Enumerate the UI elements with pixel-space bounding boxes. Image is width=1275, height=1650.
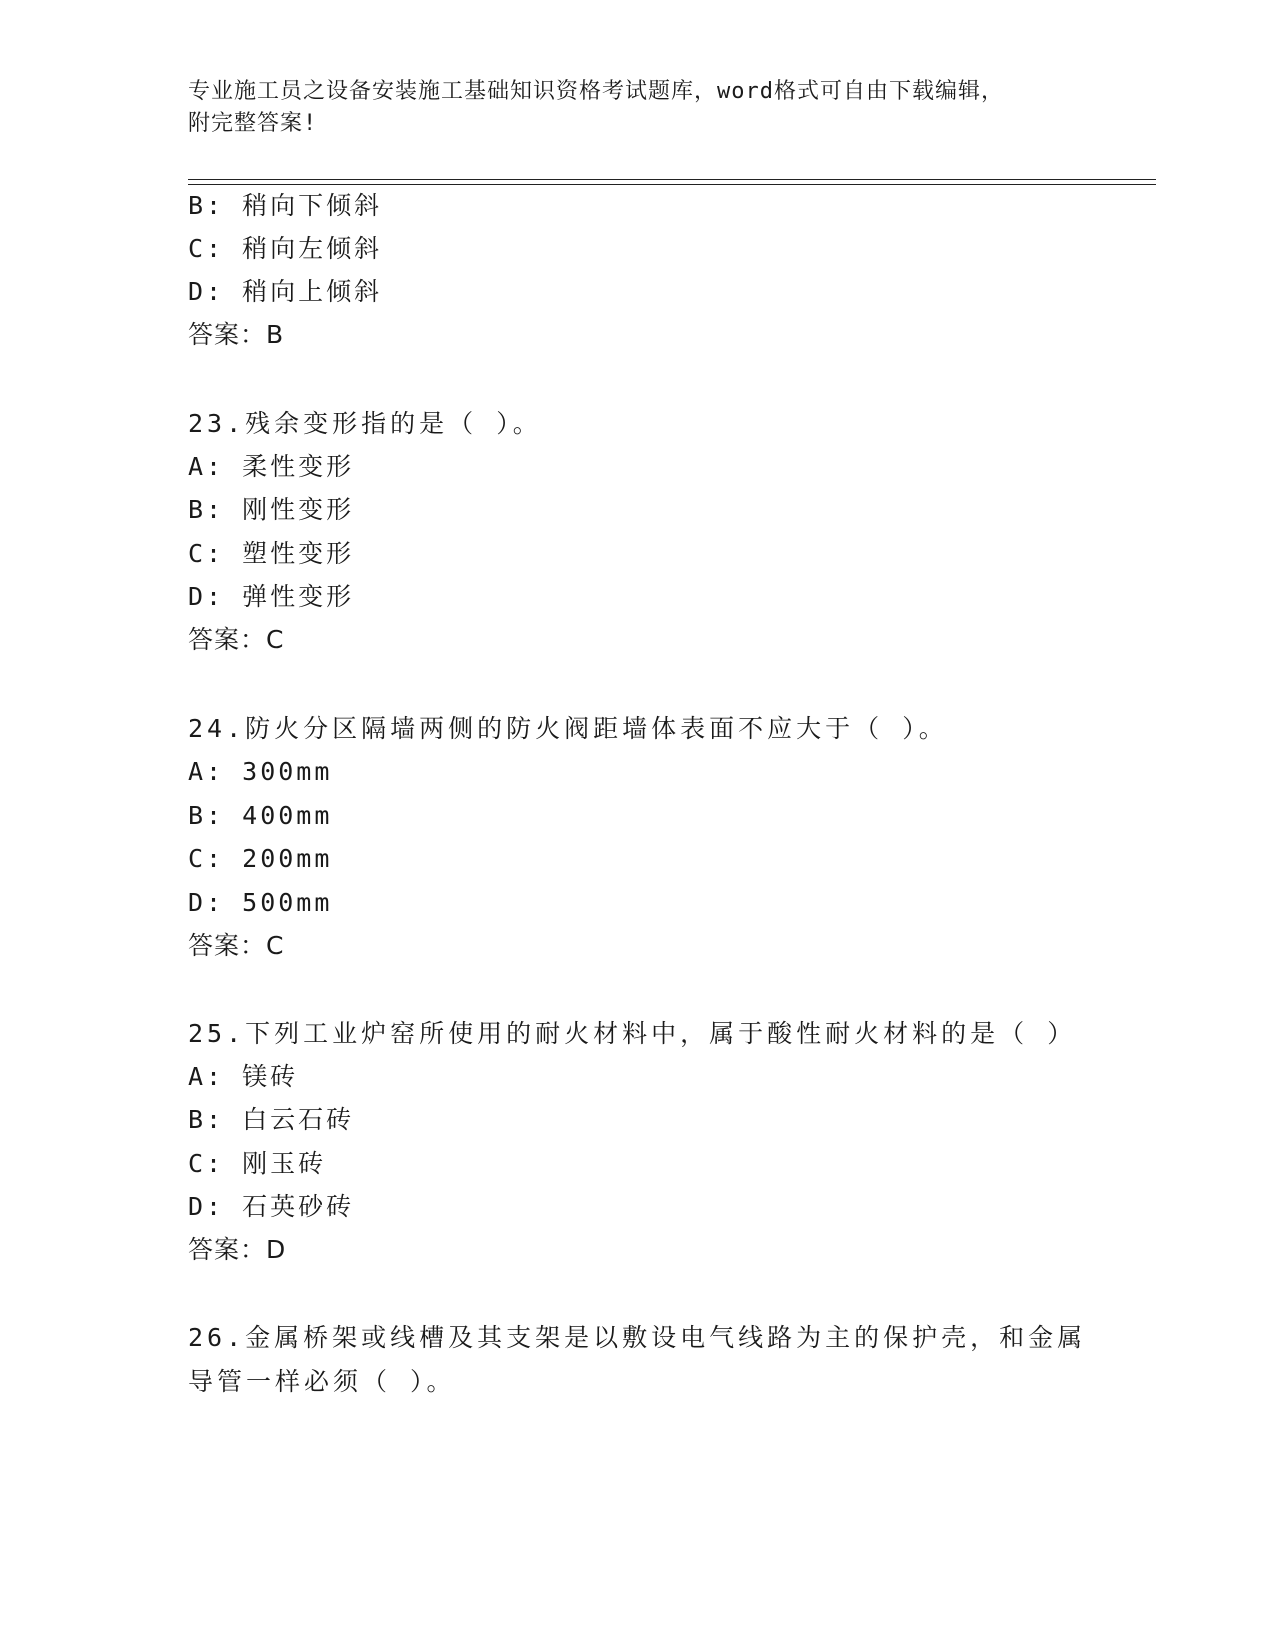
document-header — [188, 76, 1068, 140]
header-line-1: 专业施工员之设备安装施工基础知识资格考试题库，word格式可自由下载编辑， — [188, 79, 1004, 104]
option-c: C: 200mm — [188, 844, 333, 873]
option-b: B: 400mm — [188, 801, 333, 830]
question-stem-line-1: 26.金属桥架或线槽及其支架是以敷设电气线路为主的保护壳，和金属 — [188, 1323, 1087, 1352]
option-d: D: 500mm — [188, 888, 333, 917]
option-d: D: 稍向上倾斜 — [188, 277, 383, 306]
header-divider-top — [188, 179, 1156, 180]
answer: 答案：B — [188, 320, 285, 349]
option-a: A: 柔性变形 — [188, 452, 355, 481]
option-a: A: 300mm — [188, 757, 333, 786]
question-stem: 25.下列工业炉窑所使用的耐火材料中，属于酸性耐火材料的是（ ） — [188, 1019, 1077, 1048]
answer: 答案：C — [188, 625, 285, 654]
question-stem-line-2: 导管一样必须（ ）。 — [188, 1367, 456, 1396]
header-divider-bottom — [188, 184, 1156, 185]
option-c: C: 刚玉砖 — [188, 1149, 327, 1178]
question-stem: 24.防火分区隔墙两侧的防火阀距墙体表面不应大于（ ）。 — [188, 714, 948, 743]
option-b: B: 刚性变形 — [188, 495, 355, 524]
option-c: C: 塑性变形 — [188, 539, 355, 568]
answer: 答案：D — [188, 1235, 287, 1264]
option-d: D: 弹性变形 — [188, 582, 355, 611]
option-d: D: 石英砂砖 — [188, 1192, 355, 1221]
option-b: B: 白云石砖 — [188, 1105, 355, 1134]
answer: 答案：C — [188, 931, 285, 960]
header-line-2: 附完整答案! — [188, 111, 318, 136]
option-c: C: 稍向左倾斜 — [188, 234, 383, 263]
option-b: B: 稍向下倾斜 — [188, 191, 383, 220]
question-stem: 23.残余变形指的是（ ）。 — [188, 409, 542, 438]
option-a: A: 镁砖 — [188, 1062, 299, 1091]
